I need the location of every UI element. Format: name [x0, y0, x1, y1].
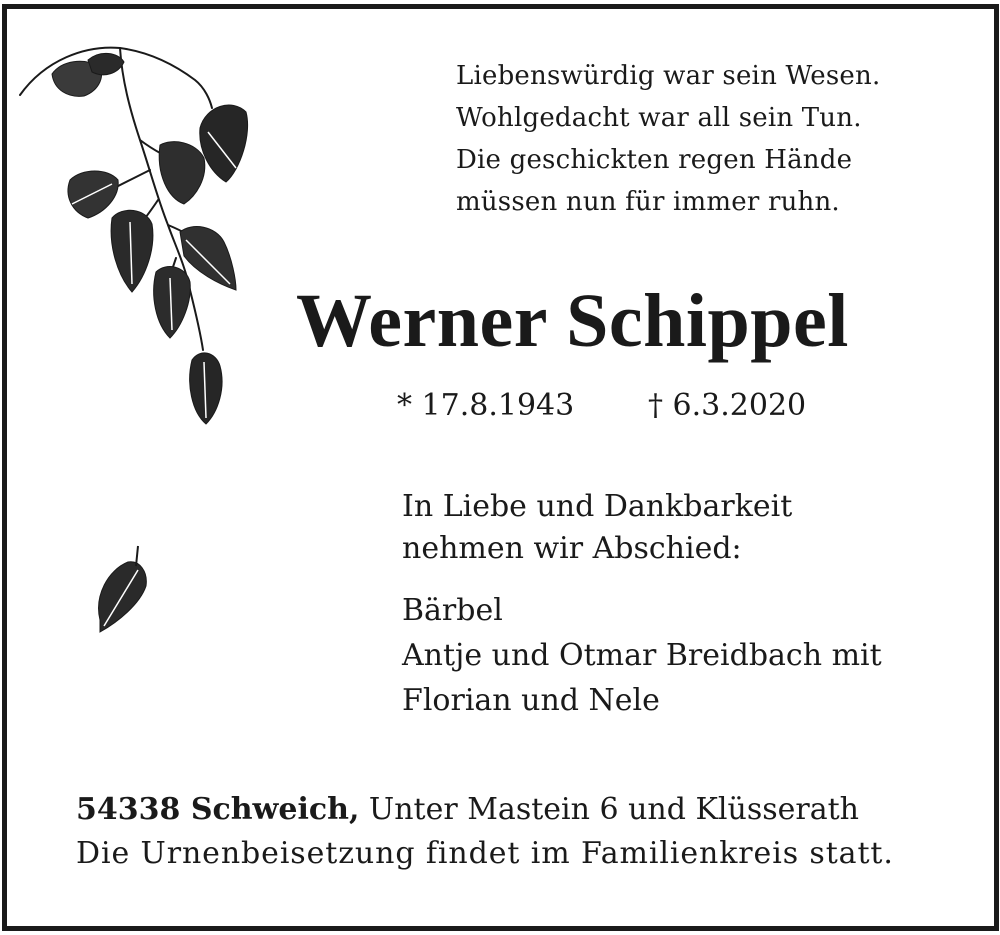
farewell-line: In Liebe und Dankbarkeit — [402, 489, 793, 524]
mourners-list — [402, 588, 882, 723]
address-place: 54338 Schweich, — [76, 792, 360, 827]
farewell-text — [402, 486, 792, 570]
deceased-name: Werner Schippel — [296, 279, 849, 363]
address-line — [76, 788, 894, 832]
poem-line: müssen nun für immer ruhn. — [456, 187, 840, 217]
poem-line: Die geschickten regen Hände — [456, 145, 853, 175]
burial-note: Die Urnenbeisetzung findet im Familienkreis statt. — [76, 836, 894, 871]
birch-branch-icon — [0, 0, 300, 660]
mourner-line: Antje und Otmar Breidbach mit — [402, 638, 882, 673]
death-date: † 6.3.2020 — [648, 388, 807, 423]
mourner-line: Florian und Nele — [402, 683, 660, 718]
mourner-line: Bärbel — [402, 593, 503, 628]
poem-line: Wohlgedacht war all sein Tun. — [456, 103, 862, 133]
memorial-poem — [456, 55, 880, 223]
address-street: Unter Mastein 6 und Klüsserath — [359, 792, 859, 827]
farewell-line: nehmen wir Abschied: — [402, 531, 742, 566]
footer-block — [76, 788, 894, 876]
poem-line: Liebenswürdig war sein Wesen. — [456, 61, 881, 91]
birth-date: * 17.8.1943 — [397, 388, 575, 423]
